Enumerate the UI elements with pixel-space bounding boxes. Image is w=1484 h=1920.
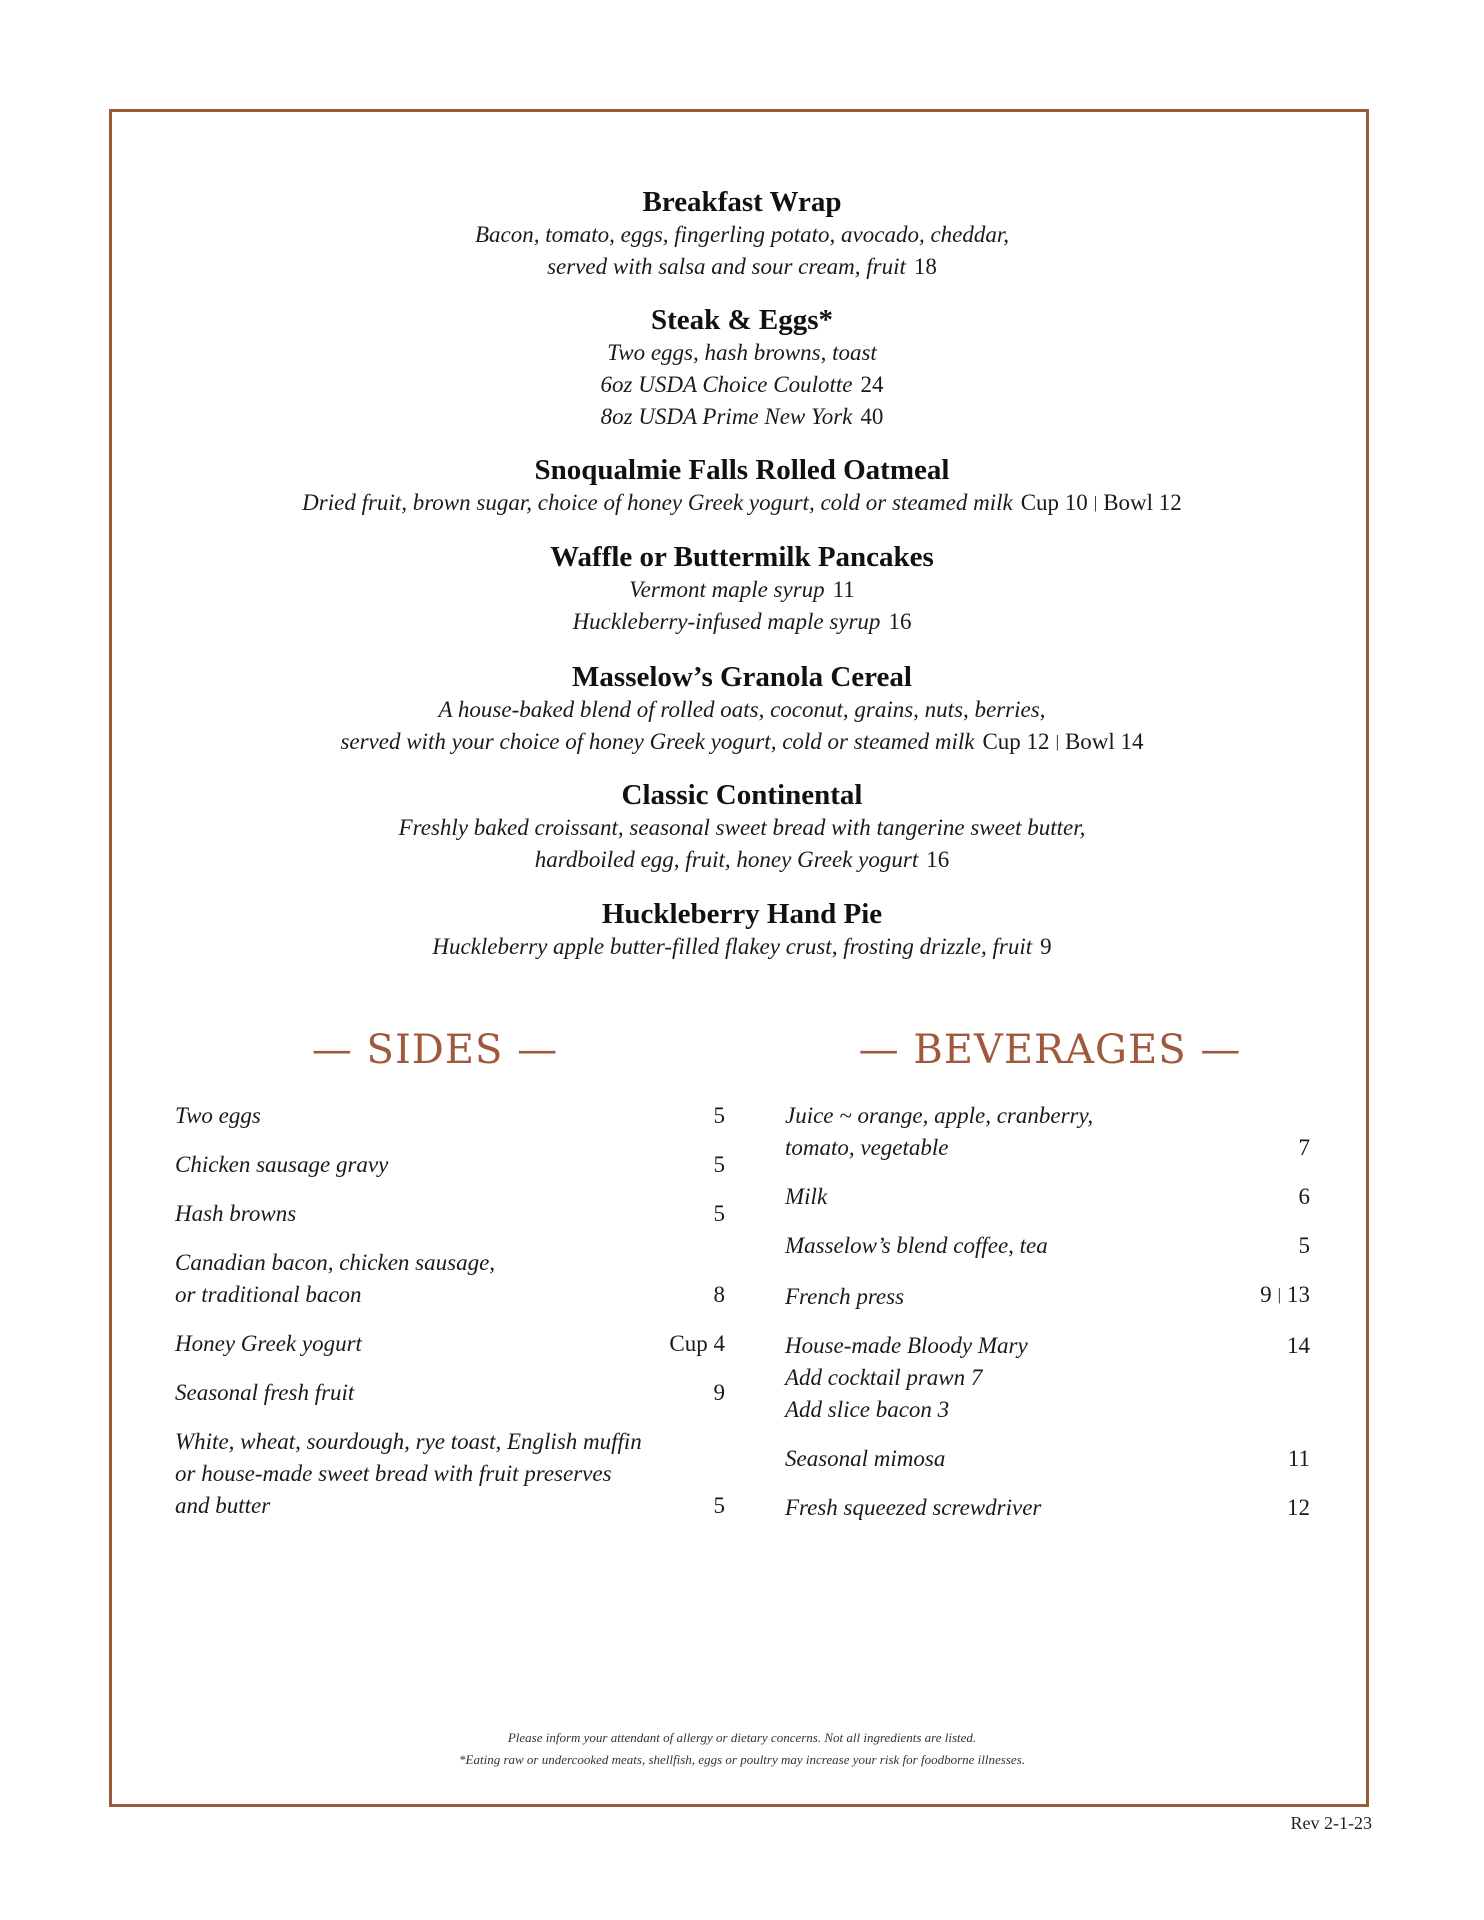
menu-item-price: 11 [832, 577, 855, 602]
price-value: 9 [1260, 1282, 1272, 1307]
item-price [1287, 1492, 1310, 1524]
menu-item-price: 24 [860, 372, 884, 397]
beverages-item [785, 1279, 1310, 1313]
item-name [785, 1100, 1093, 1164]
menu-item-name: Waffle or Buttermilk Pancakes [550, 541, 934, 573]
menu-item-description [0, 931, 1484, 963]
item-name-line: or house-made sweet bread with fruit preserves [175, 1461, 612, 1486]
menu-item [0, 303, 1484, 433]
beverages-item [785, 1443, 1310, 1475]
item-name [175, 1198, 296, 1230]
menu-item-price: 16 [926, 847, 950, 872]
item-price [714, 1100, 726, 1132]
menu-item-price: 16 [888, 609, 912, 634]
menu-item-description [0, 844, 1484, 876]
item-name [175, 1377, 354, 1409]
menu-item-name: Breakfast Wrap [642, 186, 842, 218]
item-name [175, 1247, 495, 1311]
price-value: 5 [713, 1493, 725, 1518]
price-value: 14 [1287, 1333, 1310, 1358]
sides-item [175, 1100, 725, 1132]
item-price [714, 1198, 726, 1230]
raw-food-warning: *Eating raw or undercooked meats, shellfish, eggs or poultry may increase your risk for foodborne illnesses. [459, 1752, 1025, 1767]
menu-item-price: 40 [860, 404, 884, 429]
price-value: 6 [1298, 1184, 1310, 1209]
menu-item-price-secondary: Bowl 12 [1103, 490, 1182, 515]
sides-item [175, 1328, 725, 1360]
menu-item [0, 897, 1484, 963]
item-price [1299, 1181, 1311, 1213]
description-text: served with salsa and sour cream, fruit [547, 254, 906, 279]
menu-item-description [0, 606, 1484, 638]
description-text: Huckleberry apple butter-filled flakey crust, frosting drizzle, fruit [432, 934, 1033, 959]
item-name-line: Add slice bacon 3 [785, 1397, 950, 1422]
menu-item-price: 18 [913, 254, 937, 279]
sides-item [175, 1198, 725, 1230]
price-separator: | [1055, 732, 1059, 751]
item-price [1288, 1443, 1310, 1475]
allergy-notice: Please inform your attendant of allergy or dietary concerns. Not all ingredients are listed. [507, 1730, 977, 1745]
description-text: Dried fruit, brown sugar, choice of honey Greek yogurt, cold or steamed milk [302, 490, 1013, 515]
item-name [175, 1328, 362, 1360]
menu-item-description [0, 812, 1484, 844]
item-price [1299, 1132, 1311, 1164]
description-text: Vermont maple syrup [629, 577, 825, 602]
item-name-line: tomato, vegetable [785, 1135, 949, 1160]
description-text: A house-baked blend of rolled oats, coconut, grains, nuts, berries, [438, 697, 1046, 722]
sides-item [175, 1149, 725, 1181]
price-value: 5 [713, 1201, 725, 1226]
item-price [1260, 1279, 1310, 1313]
price-value: 8 [713, 1282, 725, 1307]
price-value-secondary: 13 [1287, 1282, 1310, 1307]
description-text: served with your choice of honey Greek yogurt, cold or steamed milk [340, 729, 975, 754]
menu-item-description [0, 574, 1484, 606]
item-price [714, 1279, 726, 1311]
menu-item-name: Masselow’s Granola Cereal [572, 661, 912, 693]
price-value: 5 [1298, 1233, 1310, 1258]
menu-item-name: Snoqualmie Falls Rolled Oatmeal [534, 454, 950, 486]
sides-item [175, 1247, 725, 1311]
price-value: 5 [713, 1152, 725, 1177]
menu-item [0, 453, 1484, 521]
item-name-line: Fresh squeezed screwdriver [785, 1495, 1042, 1520]
menu-item-description [0, 694, 1484, 726]
menu-item-name: Classic Continental [621, 779, 863, 811]
beverages-item [785, 1330, 1310, 1426]
item-price [714, 1149, 726, 1181]
item-name-line: House-made Bloody Mary [785, 1333, 1028, 1358]
beverages-item [785, 1181, 1310, 1213]
item-name-line: Hash browns [175, 1201, 297, 1226]
item-name [785, 1281, 904, 1313]
beverages-item [785, 1492, 1310, 1524]
menu-item [0, 660, 1484, 760]
menu-item-name: Huckleberry Hand Pie [601, 898, 883, 930]
item-price [1287, 1330, 1310, 1362]
menu-item-description [0, 487, 1484, 521]
beverages-item [785, 1100, 1310, 1164]
footer-notice [0, 1727, 1484, 1771]
item-name [785, 1230, 1048, 1262]
menu-item-description [0, 251, 1484, 283]
menu-item-price: Cup 12 [982, 729, 1050, 754]
menu-item [0, 540, 1484, 638]
item-name [785, 1330, 1028, 1426]
menu-item-price-secondary: Bowl 14 [1064, 729, 1144, 754]
item-name [175, 1149, 388, 1181]
price-separator: | [1277, 1285, 1281, 1304]
menu-item [0, 185, 1484, 283]
item-name-line: Masselow’s blend coffee, tea [785, 1233, 1048, 1258]
price-value: 12 [1287, 1495, 1310, 1520]
item-name-line: Two eggs [175, 1103, 261, 1128]
item-name [785, 1492, 1041, 1524]
item-name-line: Seasonal mimosa [785, 1446, 946, 1471]
price-value: 9 [713, 1380, 725, 1405]
menu-item-price: Cup 10 [1020, 490, 1088, 515]
price-value: 7 [1298, 1135, 1310, 1160]
item-name-line: Seasonal fresh fruit [175, 1380, 355, 1405]
item-name [175, 1426, 642, 1522]
revision-label: Rev 2-1-23 [1290, 1813, 1372, 1833]
price-separator: | [1093, 493, 1098, 512]
menu-item-name: Steak & Eggs* [650, 304, 834, 336]
sides-item [175, 1426, 725, 1522]
beverages-list [785, 1100, 1310, 1541]
item-name-line: Juice ~ orange, apple, cranberry, [785, 1103, 1094, 1128]
item-name-line: French press [785, 1284, 905, 1309]
sides-heading: — SIDES — [311, 1027, 559, 1073]
item-name-line: and butter [175, 1493, 271, 1518]
sides-item [175, 1377, 725, 1409]
item-name [175, 1100, 261, 1132]
beverages-item [785, 1230, 1310, 1262]
price-value: 11 [1287, 1446, 1310, 1471]
description-text: Freshly baked croissant, seasonal sweet bread with tangerine sweet butter, [398, 815, 1086, 840]
item-name-line: Milk [785, 1184, 828, 1209]
item-name [785, 1443, 945, 1475]
menu-item-description [0, 401, 1484, 433]
description-text: hardboiled egg, fruit, honey Greek yogurt [534, 847, 919, 872]
item-name-line: Honey Greek yogurt [175, 1331, 362, 1356]
description-text: Huckleberry-infused maple syrup [572, 609, 881, 634]
item-price [714, 1377, 726, 1409]
item-price [1299, 1230, 1311, 1262]
description-text: 8oz USDA Prime New York [600, 404, 853, 429]
menu-item-description [0, 726, 1484, 760]
item-name-line: Chicken sausage gravy [175, 1152, 389, 1177]
beverages-heading: — BEVERAGES — [858, 1027, 1242, 1073]
menu-item-description [0, 337, 1484, 369]
item-name-line: or traditional bacon [175, 1282, 362, 1307]
price-value: 5 [713, 1103, 725, 1128]
description-text: Bacon, tomato, eggs, fingerling potato, avocado, cheddar, [474, 222, 1010, 247]
description-text: Two eggs, hash browns, toast [607, 340, 877, 365]
menu-item-price: 9 [1040, 934, 1052, 959]
item-price [669, 1328, 725, 1360]
item-name-line: White, wheat, sourdough, rye toast, English muffin [175, 1429, 642, 1454]
sides-list [175, 1100, 725, 1539]
price-value: Cup 4 [669, 1331, 725, 1356]
item-price [714, 1490, 726, 1522]
item-name-line: Add cocktail prawn 7 [785, 1365, 983, 1390]
item-name [785, 1181, 827, 1213]
menu-item [0, 778, 1484, 876]
description-text: 6oz USDA Choice Coulotte [600, 372, 853, 397]
menu-item-description [0, 219, 1484, 251]
item-name-line: Canadian bacon, chicken sausage, [175, 1250, 496, 1275]
menu-item-description [0, 369, 1484, 401]
